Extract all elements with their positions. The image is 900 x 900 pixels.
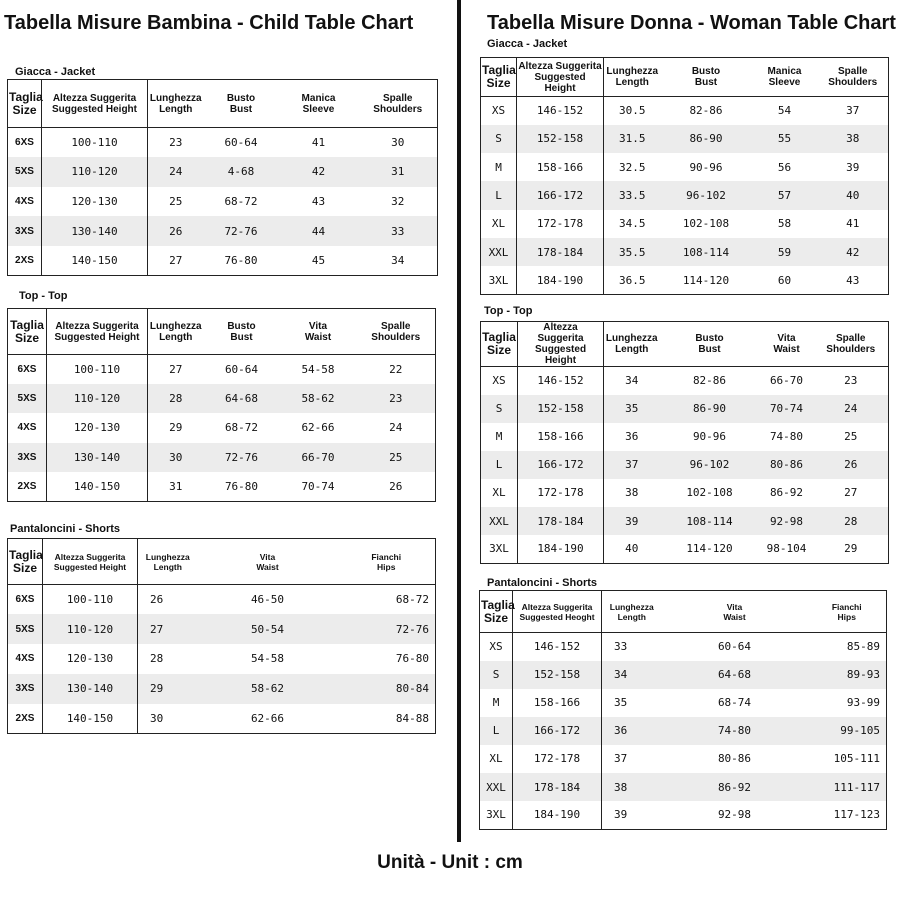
table-cell: 184-190 — [517, 266, 604, 294]
table-cell: 146-152 — [518, 367, 604, 395]
table-cell: 68-72 — [395, 593, 429, 607]
table-cell: 33.5 — [604, 181, 661, 209]
table-cell: 76-80 — [395, 652, 429, 666]
table-cell: 86-90 — [660, 395, 760, 423]
table-row — [480, 633, 887, 661]
column-header: Spalle Shoulders — [826, 333, 876, 355]
table-cell: 64-68 — [204, 384, 280, 413]
table-header-row — [481, 322, 889, 367]
table-cell: 100-110 — [43, 585, 138, 615]
column-header: Lunghezza Length — [149, 320, 202, 343]
size-cell: XS — [481, 367, 518, 395]
column-header: Spalle Shoulders — [828, 66, 878, 88]
table-cell: 172-178 — [517, 210, 604, 238]
table-cell: 39 — [604, 507, 660, 535]
size-cell: 3XS — [8, 443, 47, 472]
column-header: Taglia Size — [481, 58, 517, 97]
table-row — [8, 246, 438, 276]
table-cell: 60-64 — [224, 136, 258, 150]
table-cell: 86-92 — [769, 486, 804, 500]
column-header: Altezza Suggerita Suggested Height — [42, 80, 148, 128]
table-cell: 114-120 — [682, 273, 730, 287]
table-cell: 33 — [359, 216, 438, 246]
table-cell: 86-90 — [661, 125, 752, 153]
table-cell: 40 — [818, 181, 889, 209]
table-cell: 110-120 — [43, 614, 138, 644]
size-cell: 2XS — [8, 472, 47, 501]
table-cell: 108-114 — [660, 507, 760, 535]
table-cell: 29 — [169, 421, 183, 435]
table-row — [481, 395, 889, 423]
size-cell: XS — [481, 97, 517, 125]
table-row — [481, 181, 889, 209]
table-row — [481, 125, 889, 153]
table-cell: 74-80 — [769, 430, 804, 444]
table-cell: 100-110 — [42, 128, 148, 158]
table-cell: 23 — [169, 136, 183, 150]
table-cell: 158-166 — [517, 153, 604, 181]
table-row — [481, 479, 889, 507]
table-cell: 80-86 — [760, 451, 814, 479]
table-cell: 68-74 — [717, 696, 752, 710]
table-cell: 80-86 — [717, 752, 752, 766]
table-row — [8, 355, 436, 384]
column-header: Taglia Size — [481, 322, 518, 367]
child-jacket-title: Giacca - Jacket — [15, 66, 96, 78]
table-cell: 110-120 — [42, 157, 148, 187]
woman-shorts-title: Pantaloncini - Shorts — [487, 577, 598, 589]
table-cell: 110-120 — [47, 384, 148, 413]
table-cell: 166-172 — [513, 717, 602, 745]
column-header: Vita Waist — [773, 333, 800, 355]
table-cell: 158-166 — [518, 423, 604, 451]
size-cell: 2XS — [8, 704, 43, 734]
child-shorts-table — [7, 538, 436, 734]
table-cell: 27 — [169, 362, 183, 376]
table-cell: 90-96 — [692, 430, 727, 444]
woman-shorts-table — [479, 590, 887, 830]
table-cell: 146-152 — [517, 97, 604, 125]
table-cell: 31 — [169, 480, 183, 493]
size-cell: S — [481, 395, 518, 423]
table-cell: 60-64 — [224, 362, 259, 376]
size-cell: 5XS — [8, 157, 42, 187]
table-cell: 38 — [602, 773, 662, 801]
table-cell: 24 — [389, 421, 403, 435]
column-header: Taglia Size — [8, 309, 47, 355]
size-cell: 4XS — [8, 413, 47, 442]
table-row — [481, 423, 889, 451]
table-cell: 29 — [844, 542, 858, 556]
column-header: Lunghezza Length — [605, 333, 658, 355]
table-cell: 89-93 — [808, 661, 887, 689]
table-cell: 105-111 — [833, 752, 880, 766]
table-cell: 76-80 — [224, 253, 258, 267]
size-cell: XXL — [481, 507, 518, 535]
woman-jacket-table — [480, 57, 889, 295]
size-cell: L — [480, 717, 513, 745]
column-header: Manica Sleeve — [767, 66, 802, 88]
table-cell: 152-158 — [518, 395, 604, 423]
table-cell: 86-92 — [662, 773, 808, 801]
table-cell: 140-150 — [42, 246, 148, 276]
table-cell: 120-130 — [42, 187, 148, 217]
table-cell: 82-86 — [692, 374, 727, 388]
column-header: Lunghezza Length — [606, 66, 659, 88]
woman-top-table — [480, 321, 889, 564]
table-row — [8, 384, 436, 413]
table-header-row — [481, 58, 889, 97]
column-header: Fianchi Hips — [831, 601, 862, 622]
column-header: Busto Bust — [691, 66, 721, 88]
table-cell: 24 — [814, 395, 889, 423]
table-cell: 166-172 — [517, 181, 604, 209]
table-row — [480, 717, 887, 745]
table-cell: 43 — [311, 194, 326, 208]
table-cell: 39 — [846, 160, 860, 174]
column-header: Vita Waist — [304, 320, 332, 343]
size-cell: 5XS — [8, 614, 43, 644]
table-cell: 37 — [846, 104, 860, 118]
column-header: Taglia Size — [480, 591, 513, 633]
table-cell: 80-84 — [338, 674, 436, 704]
table-row — [8, 674, 436, 704]
table-cell: 62-66 — [301, 421, 335, 435]
table-cell: 178-184 — [518, 507, 604, 535]
table-cell: 30.5 — [619, 104, 646, 118]
table-cell: 46-50 — [250, 593, 285, 607]
table-cell: 98-104 — [766, 542, 807, 556]
table-cell: 34 — [602, 661, 662, 689]
column-header: Busto Bust — [695, 333, 724, 355]
size-cell: XL — [481, 210, 517, 238]
table-cell: 50-54 — [198, 614, 338, 644]
table-row — [481, 266, 889, 294]
table-cell: 43 — [846, 273, 860, 287]
column-header: Altezza Suggerita Suggested Heoght — [513, 591, 602, 633]
table-cell: 152-158 — [513, 661, 602, 689]
table-cell: 28 — [150, 652, 164, 666]
table-row — [8, 614, 436, 644]
table-cell: 166-172 — [518, 451, 604, 479]
table-cell: 66-70 — [280, 443, 357, 472]
table-cell: 100-110 — [47, 355, 148, 384]
table-cell: 27 — [138, 614, 198, 644]
table-cell: 54-58 — [301, 362, 335, 376]
size-cell: M — [481, 423, 518, 451]
table-row — [8, 443, 436, 472]
table-cell: 35 — [614, 696, 628, 710]
table-cell: 102-108 — [686, 486, 733, 500]
column-header: Taglia Size — [8, 539, 43, 585]
table-cell: 38 — [625, 486, 639, 500]
table-cell: 102-108 — [682, 217, 730, 231]
size-cell: XL — [480, 745, 513, 773]
woman-jacket-title: Giacca - Jacket — [487, 38, 568, 50]
table-cell: 56 — [777, 160, 792, 174]
table-cell: 32 — [391, 194, 405, 208]
table-cell: 120-130 — [43, 644, 138, 674]
table-header-row — [480, 591, 887, 633]
column-header: Busto Bust — [227, 320, 256, 343]
table-row — [481, 507, 889, 535]
table-cell: 92-98 — [717, 808, 752, 822]
table-cell: 26 — [814, 451, 889, 479]
size-cell: 4XS — [8, 644, 43, 674]
woman-top-title: Top - Top — [484, 305, 533, 317]
table-row — [481, 97, 889, 125]
column-header: Lunghezza Length — [145, 551, 190, 572]
table-cell: 57 — [752, 181, 818, 209]
table-cell: 108-114 — [661, 238, 752, 266]
table-cell: 35 — [604, 395, 660, 423]
table-cell: 72-76 — [204, 443, 280, 472]
table-cell: 74-80 — [662, 717, 808, 745]
size-cell: S — [481, 125, 517, 153]
table-cell: 68-72 — [224, 421, 259, 435]
table-cell: 120-130 — [47, 413, 148, 442]
table-cell: 114-120 — [686, 542, 733, 556]
size-cell: 3XS — [8, 216, 42, 246]
table-cell: 36 — [625, 430, 639, 444]
table-header-row — [8, 539, 436, 585]
table-cell: 90-96 — [689, 160, 723, 174]
table-row — [480, 745, 887, 773]
table-cell: 26 — [389, 480, 403, 493]
size-cell: M — [481, 153, 517, 181]
column-header: Manica Sleeve — [301, 92, 336, 115]
table-cell: 55 — [752, 125, 818, 153]
column-header: Lunghezza Length — [149, 92, 202, 115]
table-cell: 25 — [844, 430, 858, 444]
size-cell: XS — [480, 633, 513, 661]
table-cell: 184-190 — [513, 801, 602, 829]
table-row — [8, 585, 436, 615]
table-cell: 25 — [357, 443, 436, 472]
table-row — [481, 153, 889, 181]
table-cell: 68-72 — [224, 194, 258, 208]
table-row — [481, 451, 889, 479]
table-cell: 28 — [148, 384, 204, 413]
size-cell: L — [481, 181, 517, 209]
table-cell: 42 — [279, 157, 359, 187]
table-cell: 72-76 — [204, 216, 279, 246]
table-header-row — [8, 309, 436, 355]
table-cell: 70-74 — [301, 480, 335, 493]
table-cell: 92-98 — [760, 507, 814, 535]
table-cell: 99-105 — [808, 717, 887, 745]
size-cell: 5XS — [8, 384, 47, 413]
table-cell: 60-64 — [717, 640, 752, 654]
table-cell: 26 — [150, 593, 164, 607]
child-jacket-table — [7, 79, 438, 276]
size-cell: XL — [481, 479, 518, 507]
table-cell: 178-184 — [513, 773, 602, 801]
table-cell: 172-178 — [518, 479, 604, 507]
table-cell: 146-152 — [513, 633, 602, 661]
column-header: Altezza Suggerita Suggested Height — [518, 322, 604, 367]
table-cell: 31.5 — [604, 125, 661, 153]
table-cell: 84-88 — [395, 711, 429, 725]
size-cell: 4XS — [8, 187, 42, 217]
column-header: Taglia Size — [8, 80, 42, 128]
table-cell: 28 — [814, 507, 889, 535]
table-cell: 23 — [844, 374, 858, 388]
table-cell: 152-158 — [517, 125, 604, 153]
size-cell: 3XL — [481, 535, 518, 563]
size-cell: 6XS — [8, 355, 47, 384]
table-cell: 30 — [150, 711, 164, 725]
table-cell: 30 — [391, 136, 405, 150]
table-cell: 27 — [844, 486, 858, 500]
center-divider — [457, 0, 461, 842]
woman-chart-title: Tabella Misure Donna - Woman Table Chart — [487, 12, 896, 34]
table-header-row — [8, 80, 438, 128]
size-cell: 2XS — [8, 246, 42, 276]
table-cell: 58-62 — [280, 384, 357, 413]
table-cell: 42 — [818, 238, 889, 266]
table-row — [480, 773, 887, 801]
table-cell: 38 — [818, 125, 889, 153]
table-cell: 140-150 — [43, 704, 138, 734]
table-cell: 37 — [614, 752, 628, 766]
table-cell: 34 — [625, 374, 639, 388]
size-cell: 3XS — [8, 674, 43, 704]
table-cell: 72-76 — [338, 614, 436, 644]
table-cell: 59 — [752, 238, 818, 266]
table-row — [8, 187, 438, 217]
table-cell: 25 — [169, 194, 183, 208]
table-cell: 41 — [311, 136, 326, 150]
table-cell: 130-140 — [42, 216, 148, 246]
size-cell: 3XL — [480, 801, 513, 829]
table-cell: 22 — [389, 362, 403, 376]
table-cell: 158-166 — [513, 689, 602, 717]
column-header: Fianchi Hips — [371, 551, 402, 572]
column-header: Vita Waist — [723, 601, 746, 622]
table-cell: 178-184 — [517, 238, 604, 266]
table-cell: 64-68 — [662, 661, 808, 689]
table-row — [481, 238, 889, 266]
table-cell: 140-150 — [47, 472, 148, 501]
table-cell: 32.5 — [619, 160, 646, 174]
table-cell: 24 — [148, 157, 204, 187]
table-cell: 66-70 — [769, 374, 804, 388]
table-row — [8, 157, 438, 187]
table-cell: 40 — [625, 542, 639, 556]
child-shorts-title: Pantaloncini - Shorts — [10, 523, 121, 535]
child-top-table — [7, 308, 436, 502]
child-chart-title: Tabella Misure Bambina - Child Table Chart — [4, 12, 414, 34]
column-header: Vita Waist — [256, 551, 279, 572]
table-cell: 130-140 — [43, 674, 138, 704]
size-cell: XXL — [480, 773, 513, 801]
table-cell: 96-102 — [661, 181, 752, 209]
table-row — [481, 535, 889, 563]
table-cell: 54 — [777, 104, 792, 118]
table-cell: 27 — [169, 253, 183, 267]
table-row — [8, 413, 436, 442]
table-cell: 130-140 — [47, 443, 148, 472]
table-row — [8, 216, 438, 246]
table-cell: 4-68 — [204, 157, 279, 187]
table-cell: 34 — [391, 253, 405, 267]
table-row — [8, 644, 436, 674]
child-top-title: Top - Top — [19, 290, 68, 302]
table-cell: 60 — [777, 273, 792, 287]
table-cell: 96-102 — [660, 451, 760, 479]
column-header: Altezza Suggerita Suggested Height — [43, 539, 138, 585]
table-row — [481, 367, 889, 395]
table-cell: 111-117 — [808, 773, 887, 801]
table-cell: 44 — [279, 216, 359, 246]
table-cell: 82-86 — [689, 104, 723, 118]
table-cell: 58-62 — [198, 674, 338, 704]
table-row — [480, 689, 887, 717]
table-cell: 184-190 — [518, 535, 604, 563]
table-row — [480, 801, 887, 829]
table-cell: 31 — [359, 157, 438, 187]
size-cell: S — [480, 661, 513, 689]
size-cell: L — [481, 451, 518, 479]
size-cell: 3XL — [481, 266, 517, 294]
column-header: Spalle Shoulders — [373, 92, 423, 115]
table-cell: 34.5 — [619, 217, 646, 231]
table-cell: 30 — [148, 443, 204, 472]
table-cell: 36 — [602, 717, 662, 745]
size-cell: M — [480, 689, 513, 717]
table-cell: 39 — [614, 808, 628, 822]
table-cell: 29 — [138, 674, 198, 704]
table-cell: 35.5 — [604, 238, 661, 266]
table-row — [8, 704, 436, 734]
table-cell: 41 — [846, 217, 860, 231]
table-cell: 70-74 — [760, 395, 814, 423]
table-cell: 93-99 — [846, 696, 880, 710]
column-header: Busto Bust — [226, 92, 256, 115]
table-row — [481, 210, 889, 238]
table-cell: 117-123 — [833, 808, 880, 822]
table-cell: 33 — [614, 640, 628, 654]
column-header: Spalle Shoulders — [371, 320, 421, 343]
size-cell: 6XS — [8, 128, 42, 158]
table-cell: 36.5 — [619, 273, 646, 287]
table-cell: 172-178 — [513, 745, 602, 773]
table-cell: 23 — [357, 384, 436, 413]
table-cell: 62-66 — [250, 711, 285, 725]
table-row — [8, 128, 438, 158]
table-cell: 54-58 — [250, 652, 285, 666]
table-cell: 85-89 — [846, 640, 880, 654]
table-cell: 58 — [777, 217, 792, 231]
size-cell: XXL — [481, 238, 517, 266]
table-cell: 26 — [148, 216, 204, 246]
table-row — [480, 661, 887, 689]
column-header: Altezza Suggerita Suggested Height — [47, 309, 148, 355]
table-cell: 76-80 — [224, 480, 259, 493]
size-cell: 6XS — [8, 585, 43, 615]
table-cell: 37 — [604, 451, 660, 479]
column-header: Altezza Suggerita Suggested Height — [517, 58, 604, 97]
column-header: Lunghezza Length — [609, 601, 654, 622]
table-row — [8, 472, 436, 501]
table-cell: 45 — [311, 253, 326, 267]
unit-footer: Unità - Unit : cm — [377, 852, 523, 873]
